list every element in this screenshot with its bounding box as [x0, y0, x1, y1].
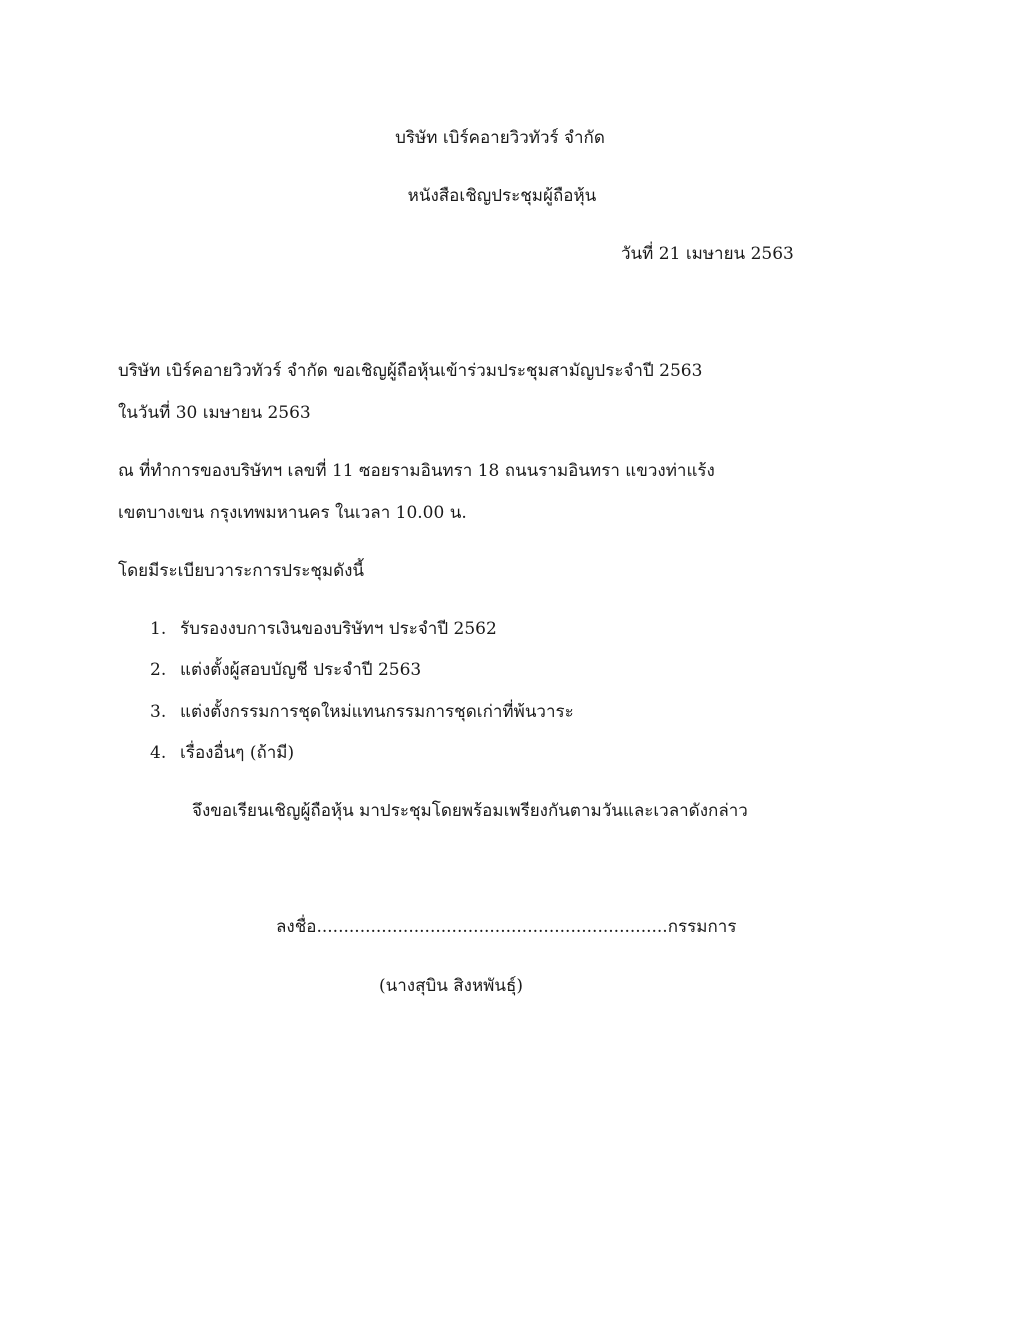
agenda-number: 3.: [150, 702, 167, 722]
agenda-text: เรื่องอื่นๆ (ถ้ามี): [180, 743, 295, 763]
body-line-1: บริษัท เบิร์คอายวิวทัวร์ จำกัด ขอเชิญผู้ถือหุ้นเข้าร่วมประชุมสามัญประจำปี 2563: [118, 361, 703, 381]
closing-paragraph: จึงขอเรียนเชิญผู้ถือหุ้น มาประชุมโดยพร้อมเพรียงกันตามวันและเวลาดังกล่าว: [192, 801, 748, 821]
body-line-2: ในวันที่ 30 เมษายน 2563: [118, 403, 311, 423]
signatory-name: (นางสุบิน สิงหพันธุ์): [379, 976, 524, 996]
agenda-item: [150, 701, 574, 723]
agenda-number: 1.: [150, 619, 167, 639]
agenda-item: [150, 659, 421, 681]
document-date: วันที่ 21 เมษายน 2563: [621, 244, 794, 264]
agenda-text: รับรองงบการเงินของบริษัทฯ ประจำปี 2562: [180, 619, 497, 639]
document-title: หนังสือเชิญประชุมผู้ถือหุ้น: [407, 186, 597, 206]
agenda-number: 2.: [150, 660, 167, 680]
body-line-3: ณ ที่ทำการของบริษัทฯ เลขที่ 11 ซอยรามอินทรา 18 ถนนรามอินทรา แขวงท่าแร้ง: [118, 461, 715, 481]
agenda-intro: โดยมีระเบียบวาระการประชุมดังนี้: [118, 561, 365, 581]
body-line-4: เขตบางเขน กรุงเทพมหานคร ในเวลา 10.00 น.: [118, 503, 467, 523]
signature-line: ลงชื่อ.................................................................กรรมการ: [276, 917, 737, 937]
company-name: บริษัท เบิร์คอายวิวทัวร์ จำกัด: [395, 128, 605, 148]
agenda-item: [150, 742, 294, 764]
agenda-text: แต่งตั้งผู้สอบบัญชี ประจำปี 2563: [180, 660, 422, 680]
agenda-text: แต่งตั้งกรรมการชุดใหม่แทนกรรมการชุดเก่าที่พ้นวาระ: [180, 702, 574, 722]
agenda-item: [150, 618, 497, 640]
agenda-number: 4.: [150, 743, 167, 763]
